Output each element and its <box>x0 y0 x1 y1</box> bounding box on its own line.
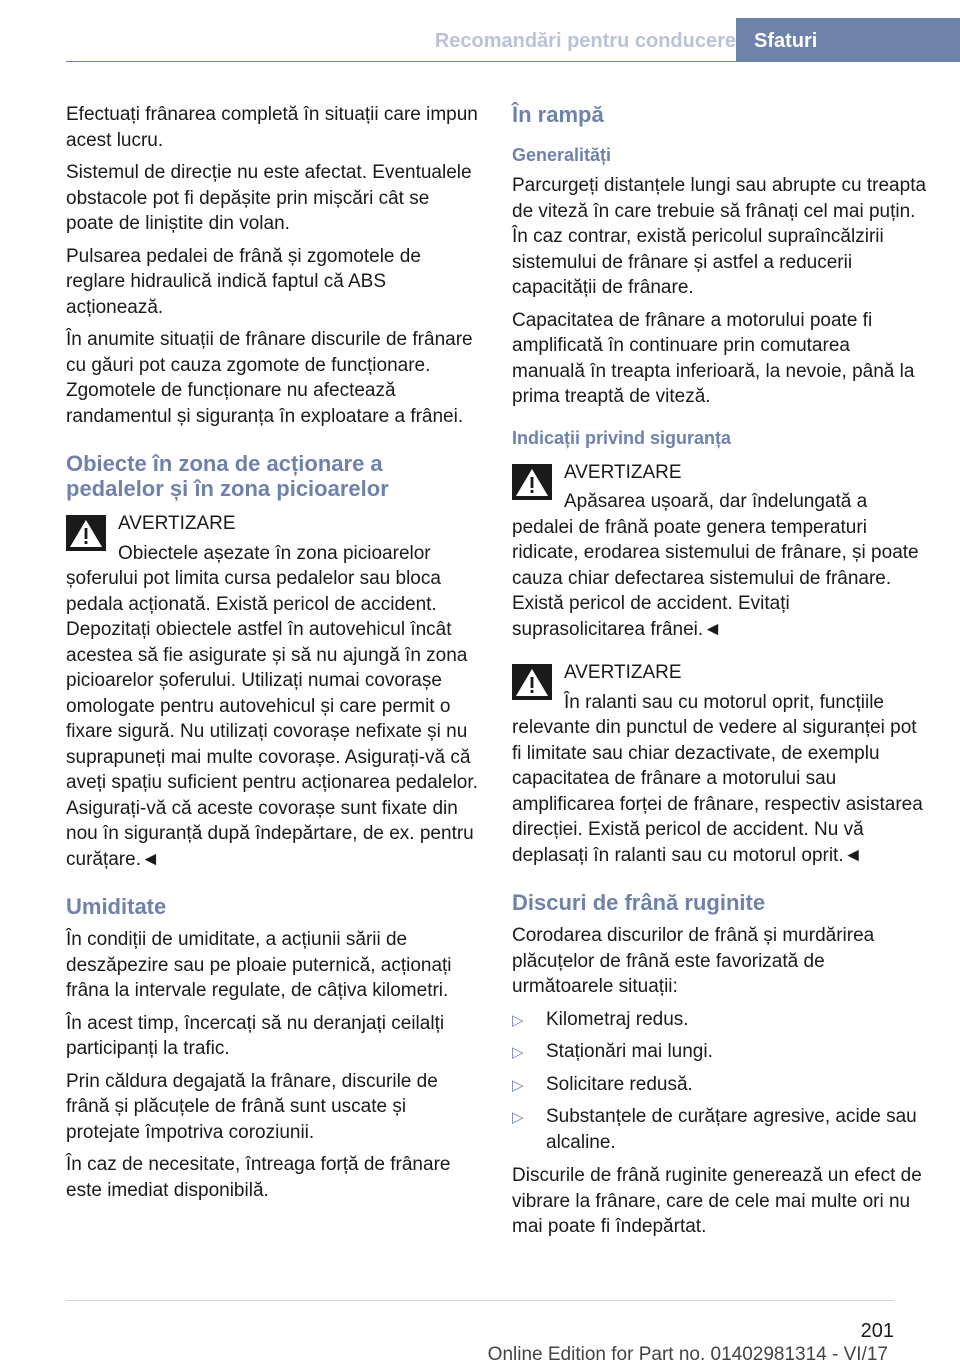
right-paragraph-2: Capacitatea de frânare a motorului poate fi amplificată în continuare prin comutarea manuală în treapta inferioară, la nevoie, până la prima treaptă de viteză. <box>512 309 915 407</box>
heading-objects-footwell: Obiecte în zona de acționare a pedalelor și în zona picioarelor <box>66 451 389 501</box>
edition-note: Online Edition for Part no. 01402981314 - VI/17 <box>487 1344 888 1365</box>
warning-title: AVERTIZARE <box>564 662 682 683</box>
right-paragraph-4: Discurile de frână ruginite generează un efect de vibrare la frânare, care de cele mai multe ori nu mai poate fi îndepărtat. <box>512 1165 922 1237</box>
header-chapter-tab: Sfaturi <box>736 18 960 62</box>
warning-triangle-icon <box>66 515 106 551</box>
list-item: ▷ Kilometraj redus. <box>512 1007 928 1033</box>
right-paragraph-3: Corodarea discurilor de frână și murdărirea plăcuțelor de frână este favorizată de următoarele situații: <box>512 925 875 997</box>
page-header <box>0 0 960 62</box>
warning-block-brake-pedal <box>512 460 928 643</box>
heading-safety: Indicații privind siguranța <box>512 427 732 448</box>
heading-rusty-discs: Discuri de frână ruginite <box>512 890 766 915</box>
page-footer <box>0 1300 960 1365</box>
right-column <box>512 100 928 1247</box>
right-paragraph-1: Parcurgeți distanțele lungi sau abrupte cu treapta de viteză în care trebuie să frânați cel mai puțin. În caz contrar, există pericolul supraîncălzirii sistemului de frânare și astfel a reducerii capacității de frânare. <box>512 175 927 298</box>
left-paragraph-3: Pulsarea pedalei de frână și zgomotele de reglare hidraulică indică faptul că ABS acționează. <box>66 245 421 318</box>
bullet-list <box>512 1007 928 1156</box>
warning-text: Obiectele așezate în zona picioarelor șoferului pot limita cursa pedalelor sau bloca pedala acționată. Există pericol de accident. Depozitați obiectele astfel în autovehicul încât acestea să fie asigurate și să nu ajungă în zona picioarelor șoferului. Utilizați numai covorașe omologate pentru autovehicul și care permit o fixare sigură. Nu utilizați covorașe nefixate și nu suprapuneți mai multe covorașe. Asigurați-vă că aveți spațiu suficient pentru acționarea pedalelor. Asigurați-vă că aceste covorașe sunt fixate din nou în siguranță după îndepărtare, de ex. pentru curățare.◄ <box>66 542 478 870</box>
header-section-title: Recomandări pentru conducere <box>434 30 736 52</box>
list-item: ▷ Substanțele de curățare agresive, acide sau alcaline. <box>512 1106 917 1153</box>
heading-general: Generalități <box>512 145 612 165</box>
triangle-bullet-icon: ▷ <box>512 1076 524 1094</box>
warning-text: Apăsarea ușoară, dar îndelungată a pedalei de frână poate genera temperaturi ridicate, erodarea sistemului de frânare, și poate cauza chiar defectarea sistemului de frânare. Există pericol de accident. Evitați suprasolicitarea frânei.◄ <box>512 491 919 640</box>
left-paragraph-8: În caz de necesitate, întreaga forță de frânare este imediat disponibilă. <box>66 1154 451 1201</box>
left-paragraph-1: Efectuați frânarea completă în situații care impun acest lucru. <box>66 104 478 151</box>
warning-block-idle <box>512 660 928 868</box>
left-paragraph-2: Sistemul de direcție nu este afectat. Eventualele obstacole pot fi depășite prin mișcări cât se poate de liniștite din volan. <box>66 162 472 234</box>
left-paragraph-6: În acest timp, încercați să nu deranjați ceilalți participanți la trafic. <box>66 1012 445 1059</box>
warning-title: AVERTIZARE <box>564 461 682 483</box>
left-column <box>66 100 482 1210</box>
header-rule <box>66 61 736 62</box>
warning-title: AVERTIZARE <box>118 513 236 534</box>
list-item: ▷ Staționări mai lungi. <box>512 1039 928 1065</box>
warning-text: În ralanti sau cu motorul oprit, funcțiile relevante din punctul de vedere al siguranței pot fi limitate sau chiar dezactivate, de exemplu capacitatea de frânare a motorului sau amplificarea forței de frânare, respectiv asistarea direcției. Există pericol de accident. Nu vă deplasați în ralanti sau cu motorul oprit.◄ <box>512 691 923 866</box>
page-number: 201 <box>860 1320 894 1342</box>
heading-ramp: În rampă <box>512 102 604 127</box>
left-paragraph-7: Prin căldura degajată la frânare, discurile de frână și plăcuțele de frână sunt uscate și protejate împotriva coroziunii. <box>66 1070 438 1143</box>
left-paragraph-5: În condiții de umiditate, a acțiunii sării de deszăpezire sau pe ploaie puternică, acționați frâna la intervale regulate, de câțiva kilometri. <box>66 929 452 1001</box>
list-item: ▷ Solicitare redusă. <box>512 1072 928 1098</box>
triangle-bullet-icon: ▷ <box>512 1044 524 1061</box>
footer-rule <box>66 1300 894 1301</box>
triangle-bullet-icon: ▷ <box>512 1109 524 1126</box>
heading-humidity: Umiditate <box>66 894 167 919</box>
warning-triangle-icon <box>512 464 552 500</box>
left-paragraph-4: În anumite situații de frânare discurile de frânare cu găuri pot cauza zgomote de funcționare. Zgomotele de funcționare nu afectează randamentul și siguranța în exploatare a frânei. <box>66 329 473 427</box>
triangle-bullet-icon: ▷ <box>512 1011 524 1029</box>
warning-triangle-icon <box>512 664 552 700</box>
warning-block-footwell <box>66 511 482 872</box>
